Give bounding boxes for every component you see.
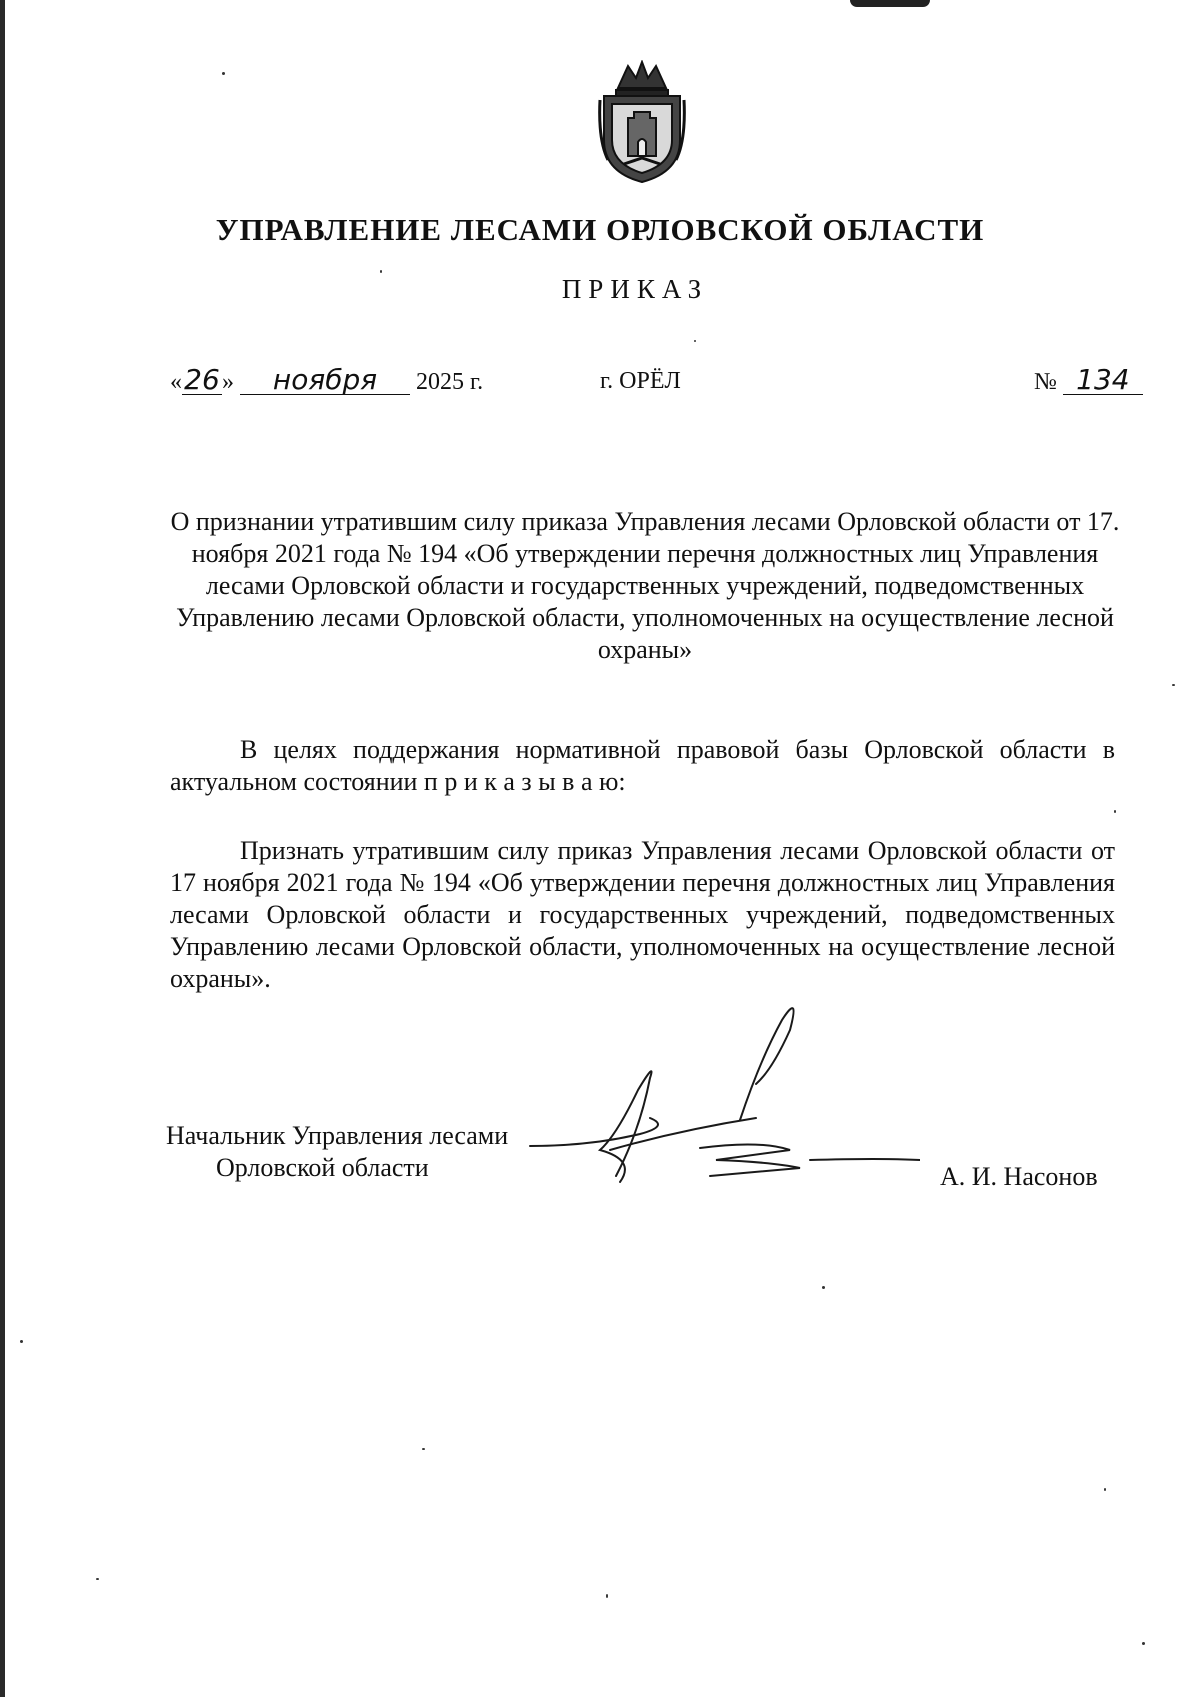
scan-speck (1114, 810, 1116, 813)
scan-edge (0, 0, 5, 1697)
date-day: 26 (182, 366, 222, 395)
scan-speck (96, 1578, 99, 1580)
decision-paragraph: Признать утратившим силу приказ Управления лесами Орловской области от 17 ноября 2021 года № 194 «Об утверждении перечня должностных лиц Управления лесами Орловской области и государственных учреждений, подведомственных Управлению лесами Орловской области, уполномоченных на осуществление лесной охраны». (170, 836, 1115, 993)
scan-speck (822, 1286, 825, 1289)
order-date: «26» ноября 2025 г. (170, 363, 484, 396)
agency-name: УПРАВЛЕНИЕ ЛЕСАМИ ОРЛОВСКОЙ ОБЛАСТИ (215, 212, 985, 247)
number-value: 134 (1063, 366, 1143, 395)
scan-speck (222, 72, 225, 75)
scan-speck (1142, 1642, 1145, 1645)
preamble-paragraph: В целях поддержания нормативной правовой базы Орловской области в актуальном состоянии п р и к а з ы в а ю: (170, 735, 1115, 796)
handwritten-signature (520, 1000, 920, 1190)
scan-speck (20, 1340, 23, 1343)
signatory-position (166, 1120, 508, 1184)
number-label: № (1034, 369, 1057, 395)
signatory-name: А. И. Насонов (940, 1162, 1098, 1191)
date-month: ноября (240, 366, 410, 395)
document-type: ПРИКАЗ (561, 274, 709, 304)
order-number (1034, 363, 1143, 396)
city: г. ОРЁЛ (600, 368, 681, 394)
coat-of-arms-emblem (598, 60, 686, 184)
scan-speck (606, 1594, 608, 1598)
date-year: 2025 г. (416, 369, 484, 395)
scan-speck (422, 1448, 425, 1450)
scan-speck (1172, 684, 1175, 686)
order-title: О признании утратившим силу приказа Управления лесами Орловской области от 17. ноября 2021 года № 194 «Об утверждении перечня должностных лиц Управления лесами Орловской области и государственных учреждений, подведомственных Управлению лесами Орловской области, уполномоченных на осуществление лесной охраны» (170, 507, 1120, 664)
scan-speck (380, 270, 382, 273)
scan-speck (1104, 1488, 1106, 1491)
scan-speck (694, 340, 696, 342)
position-line-2: Орловской области (216, 1153, 429, 1182)
position-line-1: Начальник Управления лесами (166, 1121, 509, 1150)
scan-smudge (850, 0, 930, 7)
